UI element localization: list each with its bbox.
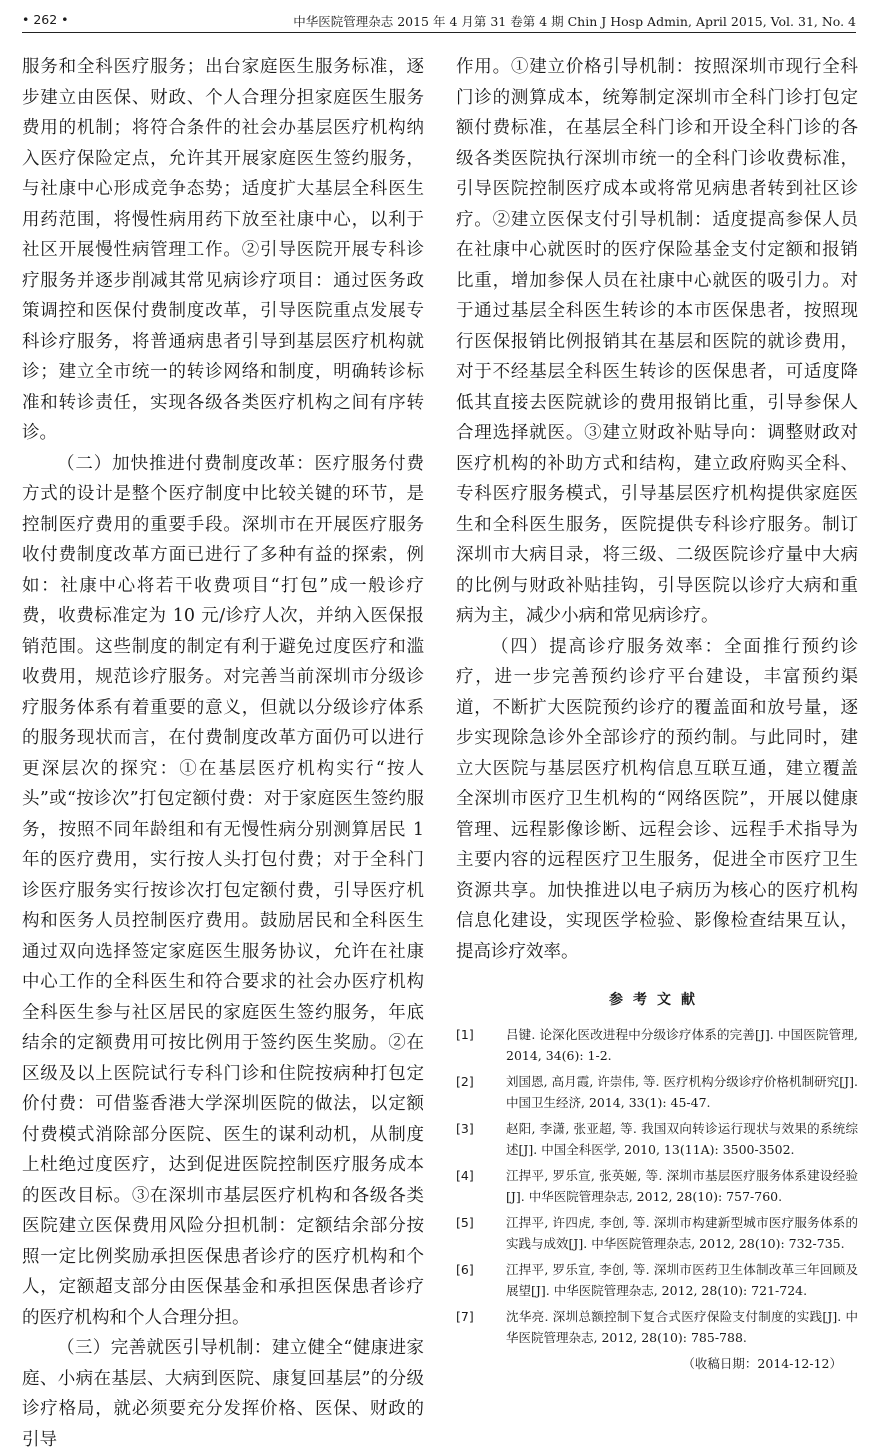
reference-number: [3] <box>456 1120 474 1136</box>
reference-item <box>456 1071 858 1114</box>
reference-item <box>456 1306 858 1349</box>
reference-item <box>456 1165 858 1208</box>
reference-list <box>456 1024 858 1349</box>
paragraph: （二）加快推进付费制度改革：医疗服务付费方式的设计是整个医疗制度中比较关键的环节，是控制医疗费用的重要手段。深圳市在开展医疗服务收付费制度改革方面已进行了多种有益的探索，例如：社康中心将若干收费项目“打包”成一般诊疗费，收费标准定为 10 元/诊疗人次，并纳入医保报销范围。这些制度的制定有利于避免过度医疗和滥收费用，规范诊疗服务。对完善当前深圳市分级诊疗服务体系有着重要的意义，但就以分级诊疗体系的服务现状而言，在付费制度改革方面仍可以进行更深层次的探究：①在基层医疗机构实行“按人头”或“按诊次”打包定额付费：对于家庭医生签约服务，按照不同年龄组和有无慢性病分别测算居民 1 年的医疗费用，实行按人头打包付费；对于全科门诊医疗服务实行按诊次打包定额付费，引导医疗机构和医务人员控制医疗费用。鼓励居民和全科医生通过双向选择签定家庭医生服务协议，允许在社康中心工作的全科医生和符合要求的社会办医疗机构全科医生参与社区居民的家庭医生签约服务，年底结余的定额费用可按比例用于签约医生奖励。②在区级及以上医院试行专科门诊和住院按病种打包定价付费：可借鉴香港大学深圳医院的做法，以定额付费模式消除部分医院、医生的谋利动机，从制度上杜绝过度医疗，达到促进医院控制医疗服务成本的医改目标。③在深圳市基层医疗机构和各级各类医院建立医保费用风险分担机制：定额结余部分按照一定比例奖励承担医保患者诊疗的医疗机构和个人，定额超支部分由医保基金和承担医保患者诊疗的医疗机构和个人合理分担。 <box>22 453 424 1328</box>
reference-text: 江捍平, 许四虎, 李创, 等. 深圳市构建新型城市医疗服务体系的实践与成效[J]. 中华医院管理杂志, 2012, 28(10): 732-735. <box>506 1214 858 1251</box>
page-number: • 262 • <box>22 12 69 27</box>
running-header <box>22 8 856 33</box>
reference-number: [4] <box>456 1167 474 1183</box>
reference-item <box>456 1212 858 1255</box>
reference-item <box>456 1118 858 1161</box>
reference-text: 江捍平, 罗乐宣, 张英姬, 等. 深圳市基层医疗服务体系建设经验[J]. 中华医院管理杂志, 2012, 28(10): 757-760. <box>506 1167 858 1204</box>
reference-text: 刘国恩, 高月霞, 许崇伟, 等. 医疗机构分级诊疗价格机制研究[J]. 中国卫生经济, 2014, 33(1): 45-47. <box>506 1073 858 1110</box>
reference-number: [7] <box>456 1308 474 1324</box>
paragraph: 服务和全科医疗服务；出台家庭医生服务标准，逐步建立由医保、财政、个人合理分担家庭医生服务费用的机制；将符合条件的社会办基层医疗机构纳入医疗保险定点，允许其开展家庭医生签约服务，与社康中心形成竞争态势；适度扩大基层全科医生用药范围，将慢性病用药下放至社康中心，以利于社区开展慢性病管理工作。②引导医院开展专科诊疗服务并逐步削减其常见病诊疗项目：通过医务政策调控和医保付费制度改革，引导医院重点发展专科诊疗服务，将普通病患者引导到基层医疗机构就诊；建立全市统一的转诊网络和制度，明确转诊标准和转诊责任，实现各级各类医疗机构之间有序转诊。 <box>22 57 424 443</box>
reference-item <box>456 1024 858 1067</box>
reference-text: 沈华亮. 深圳总额控制下复合式医疗保险支付制度的实践[J]. 中华医院管理杂志, 2012, 28(10): 785-788. <box>506 1308 858 1345</box>
reference-number: [6] <box>456 1261 474 1277</box>
received-date: （收稿日期：2014-12-12） <box>682 1355 842 1371</box>
paragraph: 作用。①建立价格引导机制：按照深圳市现行全科门诊的测算成本，统筹制定深圳市全科门诊打包定额付费标准，在基层全科门诊和开设全科门诊的各级各类医院执行深圳市统一的全科门诊收费标准，引导医院控制医疗成本或将常见病患者转到社区诊疗。②建立医保支付引导机制：适度提高参保人员在社康中心就医时的医疗保险基金支付定额和报销比重，增加参保人员在社康中心就医的吸引力。对于通过基层全科医生转诊的本市医保患者，按照现行医保报销比例报销其在基层和医院的就诊费用，对于不经基层全科医生转诊的医保患者，可适度降低其直接去医院就诊的费用报销比重，引导参保人合理选择就医。③建立财政补贴导向：调整财政对医疗机构的补助方式和结构，建立政府购买全科、专科医疗服务模式，引导基层医疗机构提供家庭医生和全科医生服务，医院提供专科诊疗服务。制订深圳市大病目录，将三级、二级医院诊疗量中大病的比例与财政补贴挂钩，引导医院以诊疗大病和重病为主，减少小病和常见病诊疗。 <box>456 57 858 626</box>
reference-text: 赵阳, 李潇, 张亚超, 等. 我国双向转诊运行现状与效果的系统综述[J]. 中国全科医学, 2010, 13(11A): 3500-3502. <box>506 1120 858 1157</box>
journal-citation: 中华医院管理杂志 2015 年 4 月第 31 卷第 4 期 Chin J Hosp Admin, April 2015, Vol. 31, No. 4 <box>293 14 856 29</box>
reference-number: [5] <box>456 1214 474 1230</box>
left-column <box>22 52 424 1455</box>
right-column <box>456 52 858 1375</box>
reference-number: [2] <box>456 1073 474 1089</box>
references-heading: 参考文献 <box>609 992 705 1008</box>
reference-text: 江捍平, 罗乐宣, 李创, 等. 深圳市医药卫生体制改革三年回顾及展望[J]. 中华医院管理杂志, 2012, 28(10): 721-724. <box>506 1261 858 1298</box>
reference-item <box>456 1259 858 1302</box>
paragraph: （四）提高诊疗服务效率：全面推行预约诊疗，进一步完善预约诊疗平台建设，丰富预约渠道，不断扩大医院预约诊疗的覆盖面和放号量，逐步实现除急诊外全部诊疗的预约制。与此同时，建立大医院与基层医疗机构信息互联互通，建立覆盖全深圳市医疗卫生机构的“网络医院”，开展以健康管理、远程影像诊断、远程会诊、远程手术指导为主要内容的远程医疗卫生服务，促进全市医疗卫生资源共享。加快推进以电子病历为核心的医疗机构信息化建设，实现医学检验、影像检查结果互认，提高诊疗效率。 <box>456 636 858 962</box>
paragraph: （三）完善就医引导机制：建立健全“健康进家庭、小病在基层、大病到医院、康复回基层”的分级诊疗格局，就必须要充分发挥价格、医保、财政的引导 <box>22 1338 424 1450</box>
reference-text: 吕键. 论深化医改进程中分级诊疗体系的完善[J]. 中国医院管理, 2014, 34(6): 1-2. <box>506 1026 858 1063</box>
reference-number: [1] <box>456 1026 474 1042</box>
